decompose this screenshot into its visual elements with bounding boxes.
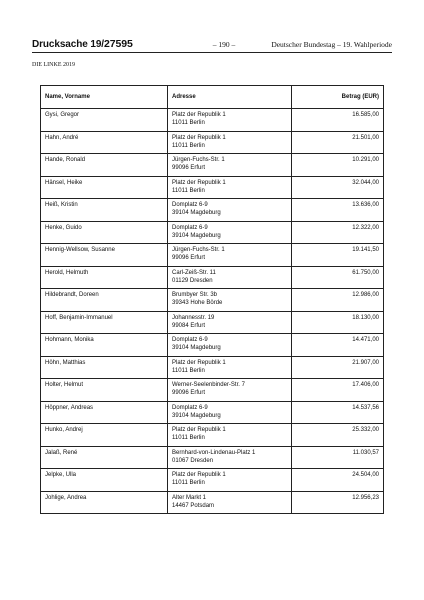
cell-address: [168, 289, 292, 312]
cell-amount: 13.636,00: [292, 199, 384, 222]
table-header-row: [41, 86, 384, 109]
address-street: Alter Markt 1: [172, 494, 207, 501]
cell-address: [168, 334, 292, 357]
address-street: Platz der Republik 1: [172, 472, 226, 478]
drucksache-id: 27595: [103, 38, 133, 50]
cell-name: Henke, Guido: [41, 221, 168, 244]
cell-amount: 19.141,50: [292, 244, 384, 267]
cell-name: Hohmann, Monika: [41, 334, 168, 357]
table-row: [41, 199, 384, 222]
address-street: Domplatz 6-9: [172, 337, 208, 343]
table-row: [41, 379, 384, 402]
address-street: Platz der Republik 1: [172, 359, 226, 366]
address-city: 39104 Magdeburg: [172, 210, 221, 217]
donations-table: [40, 85, 384, 514]
address-city: 01067 Dresden: [172, 457, 214, 464]
address-street: Werner-Seelenbinder-Str. 7: [172, 382, 245, 388]
address-city: 99096 Erfurt: [172, 390, 206, 397]
cell-address: [168, 356, 292, 379]
address-city: 39104 Magdeburg: [172, 345, 221, 352]
address-city: 39343 Hohe Börde: [172, 300, 223, 307]
cell-address: [168, 491, 292, 514]
cell-amount: 21.501,00: [292, 131, 384, 154]
cell-amount: 12.322,00: [292, 221, 384, 244]
address-street: Carl-Zeiß-Str. 11: [172, 269, 216, 276]
cell-amount: 11.030,57: [292, 446, 384, 469]
page-header: [32, 38, 392, 53]
cell-name: Gysi, Gregor: [41, 109, 168, 132]
col-header-address: Adresse: [168, 86, 292, 109]
address-street: Jürgen-Fuchs-Str. 1: [172, 157, 225, 163]
cell-amount: 17.406,00: [292, 379, 384, 402]
section-title: DIE LINKE 2019: [32, 62, 75, 68]
drucksache-number: [32, 38, 133, 50]
address-street: Domplatz 6-9: [172, 224, 208, 231]
address-street: Domplatz 6-9: [172, 404, 208, 411]
table-row: [41, 356, 384, 379]
cell-name: Hoff, Benjamin-Immanuel: [41, 311, 168, 334]
cell-address: [168, 266, 292, 289]
cell-name: Heiß, Kristin: [41, 199, 168, 222]
cell-amount: 32.044,00: [292, 176, 384, 199]
cell-address: [168, 469, 292, 492]
col-header-name: Name, Vorname: [41, 86, 168, 109]
address-city: 11011 Berlin: [172, 120, 205, 127]
address-city: 01129 Dresden: [172, 277, 213, 284]
cell-address: [168, 131, 292, 154]
cell-name: Herold, Helmuth: [41, 266, 168, 289]
cell-address: [168, 221, 292, 244]
table-row: [41, 424, 384, 447]
cell-name: Hildebrandt, Doreen: [41, 289, 168, 312]
cell-name: Hennig-Wellsow, Susanne: [41, 244, 168, 267]
table-row: [41, 131, 384, 154]
table-row: [41, 221, 384, 244]
address-city: 11011 Berlin: [172, 142, 205, 149]
cell-address: [168, 154, 292, 177]
cell-name: Höppner, Andreas: [41, 401, 168, 424]
address-street: Domplatz 6-9: [172, 202, 208, 208]
address-street: Platz der Republik 1: [172, 112, 226, 118]
table-row: [41, 311, 384, 334]
bundestag-period: Deutscher Bundestag – 19. Wahlperiode: [271, 40, 392, 49]
cell-amount: 12.956,23: [292, 491, 384, 514]
address-street: Johannesstr. 19: [172, 314, 215, 321]
cell-address: [168, 379, 292, 402]
drucksache-label: Drucksache 19/: [32, 39, 104, 50]
table-row: [41, 334, 384, 357]
address-city: 11011 Berlin: [172, 367, 205, 374]
cell-name: Hunko, Andrej: [41, 424, 168, 447]
cell-address: [168, 109, 292, 132]
address-street: Jürgen-Fuchs-Str. 1: [172, 247, 225, 253]
cell-name: Hahn, André: [41, 131, 168, 154]
table-row: [41, 289, 384, 312]
address-city: 11011 Berlin: [172, 187, 205, 194]
cell-name: Holter, Helmut: [41, 379, 168, 402]
address-city: 99096 Erfurt: [172, 255, 206, 262]
address-city: 99096 Erfurt: [172, 165, 206, 172]
table-row: [41, 266, 384, 289]
cell-name: Hänsel, Heike: [41, 176, 168, 199]
cell-amount: 14.471,00: [292, 334, 384, 357]
cell-address: [168, 446, 292, 469]
address-street: Platz der Republik 1: [172, 134, 226, 141]
cell-amount: 25.332,00: [292, 424, 384, 447]
address-street: Bernhard-von-Lindenau-Platz 1: [172, 449, 256, 456]
address-city: 11011 Berlin: [172, 480, 205, 487]
cell-amount: 14.537,56: [292, 401, 384, 424]
address-street: Brumbyer Str. 3b: [172, 292, 218, 298]
address-city: 39104 Magdeburg: [172, 232, 221, 239]
cell-name: Johlige, Andrea: [41, 491, 168, 514]
page-number: – 190 –: [212, 40, 236, 49]
cell-address: [168, 199, 292, 222]
cell-address: [168, 176, 292, 199]
table-row: [41, 491, 384, 514]
table-row: [41, 154, 384, 177]
cell-address: [168, 244, 292, 267]
cell-amount: 61.750,00: [292, 266, 384, 289]
table-row: [41, 401, 384, 424]
cell-amount: 24.504,00: [292, 469, 384, 492]
cell-address: [168, 424, 292, 447]
cell-name: Höhn, Matthias: [41, 356, 168, 379]
table-row: [41, 109, 384, 132]
table-row: [41, 244, 384, 267]
table-row: [41, 176, 384, 199]
address-street: Platz der Republik 1: [172, 179, 226, 186]
cell-address: [168, 311, 292, 334]
cell-amount: 10.291,00: [292, 154, 384, 177]
cell-amount: 18.130,00: [292, 311, 384, 334]
table-row: [41, 446, 384, 469]
address-street: Platz der Republik 1: [172, 427, 226, 433]
address-city: 11011 Berlin: [172, 435, 205, 442]
cell-amount: 16.585,00: [292, 109, 384, 132]
cell-name: Jelpke, Ulla: [41, 469, 168, 492]
address-city: 39104 Magdeburg: [172, 412, 221, 419]
cell-amount: 12.986,00: [292, 289, 384, 312]
table-row: [41, 469, 384, 492]
col-header-amount: Betrag (EUR): [292, 86, 384, 109]
cell-address: [168, 401, 292, 424]
cell-name: Jalaß, René: [41, 446, 168, 469]
address-city: 14467 Potsdam: [172, 502, 215, 509]
address-city: 99084 Erfurt: [172, 322, 206, 329]
cell-name: Hande, Ronald: [41, 154, 168, 177]
cell-amount: 21.907,00: [292, 356, 384, 379]
